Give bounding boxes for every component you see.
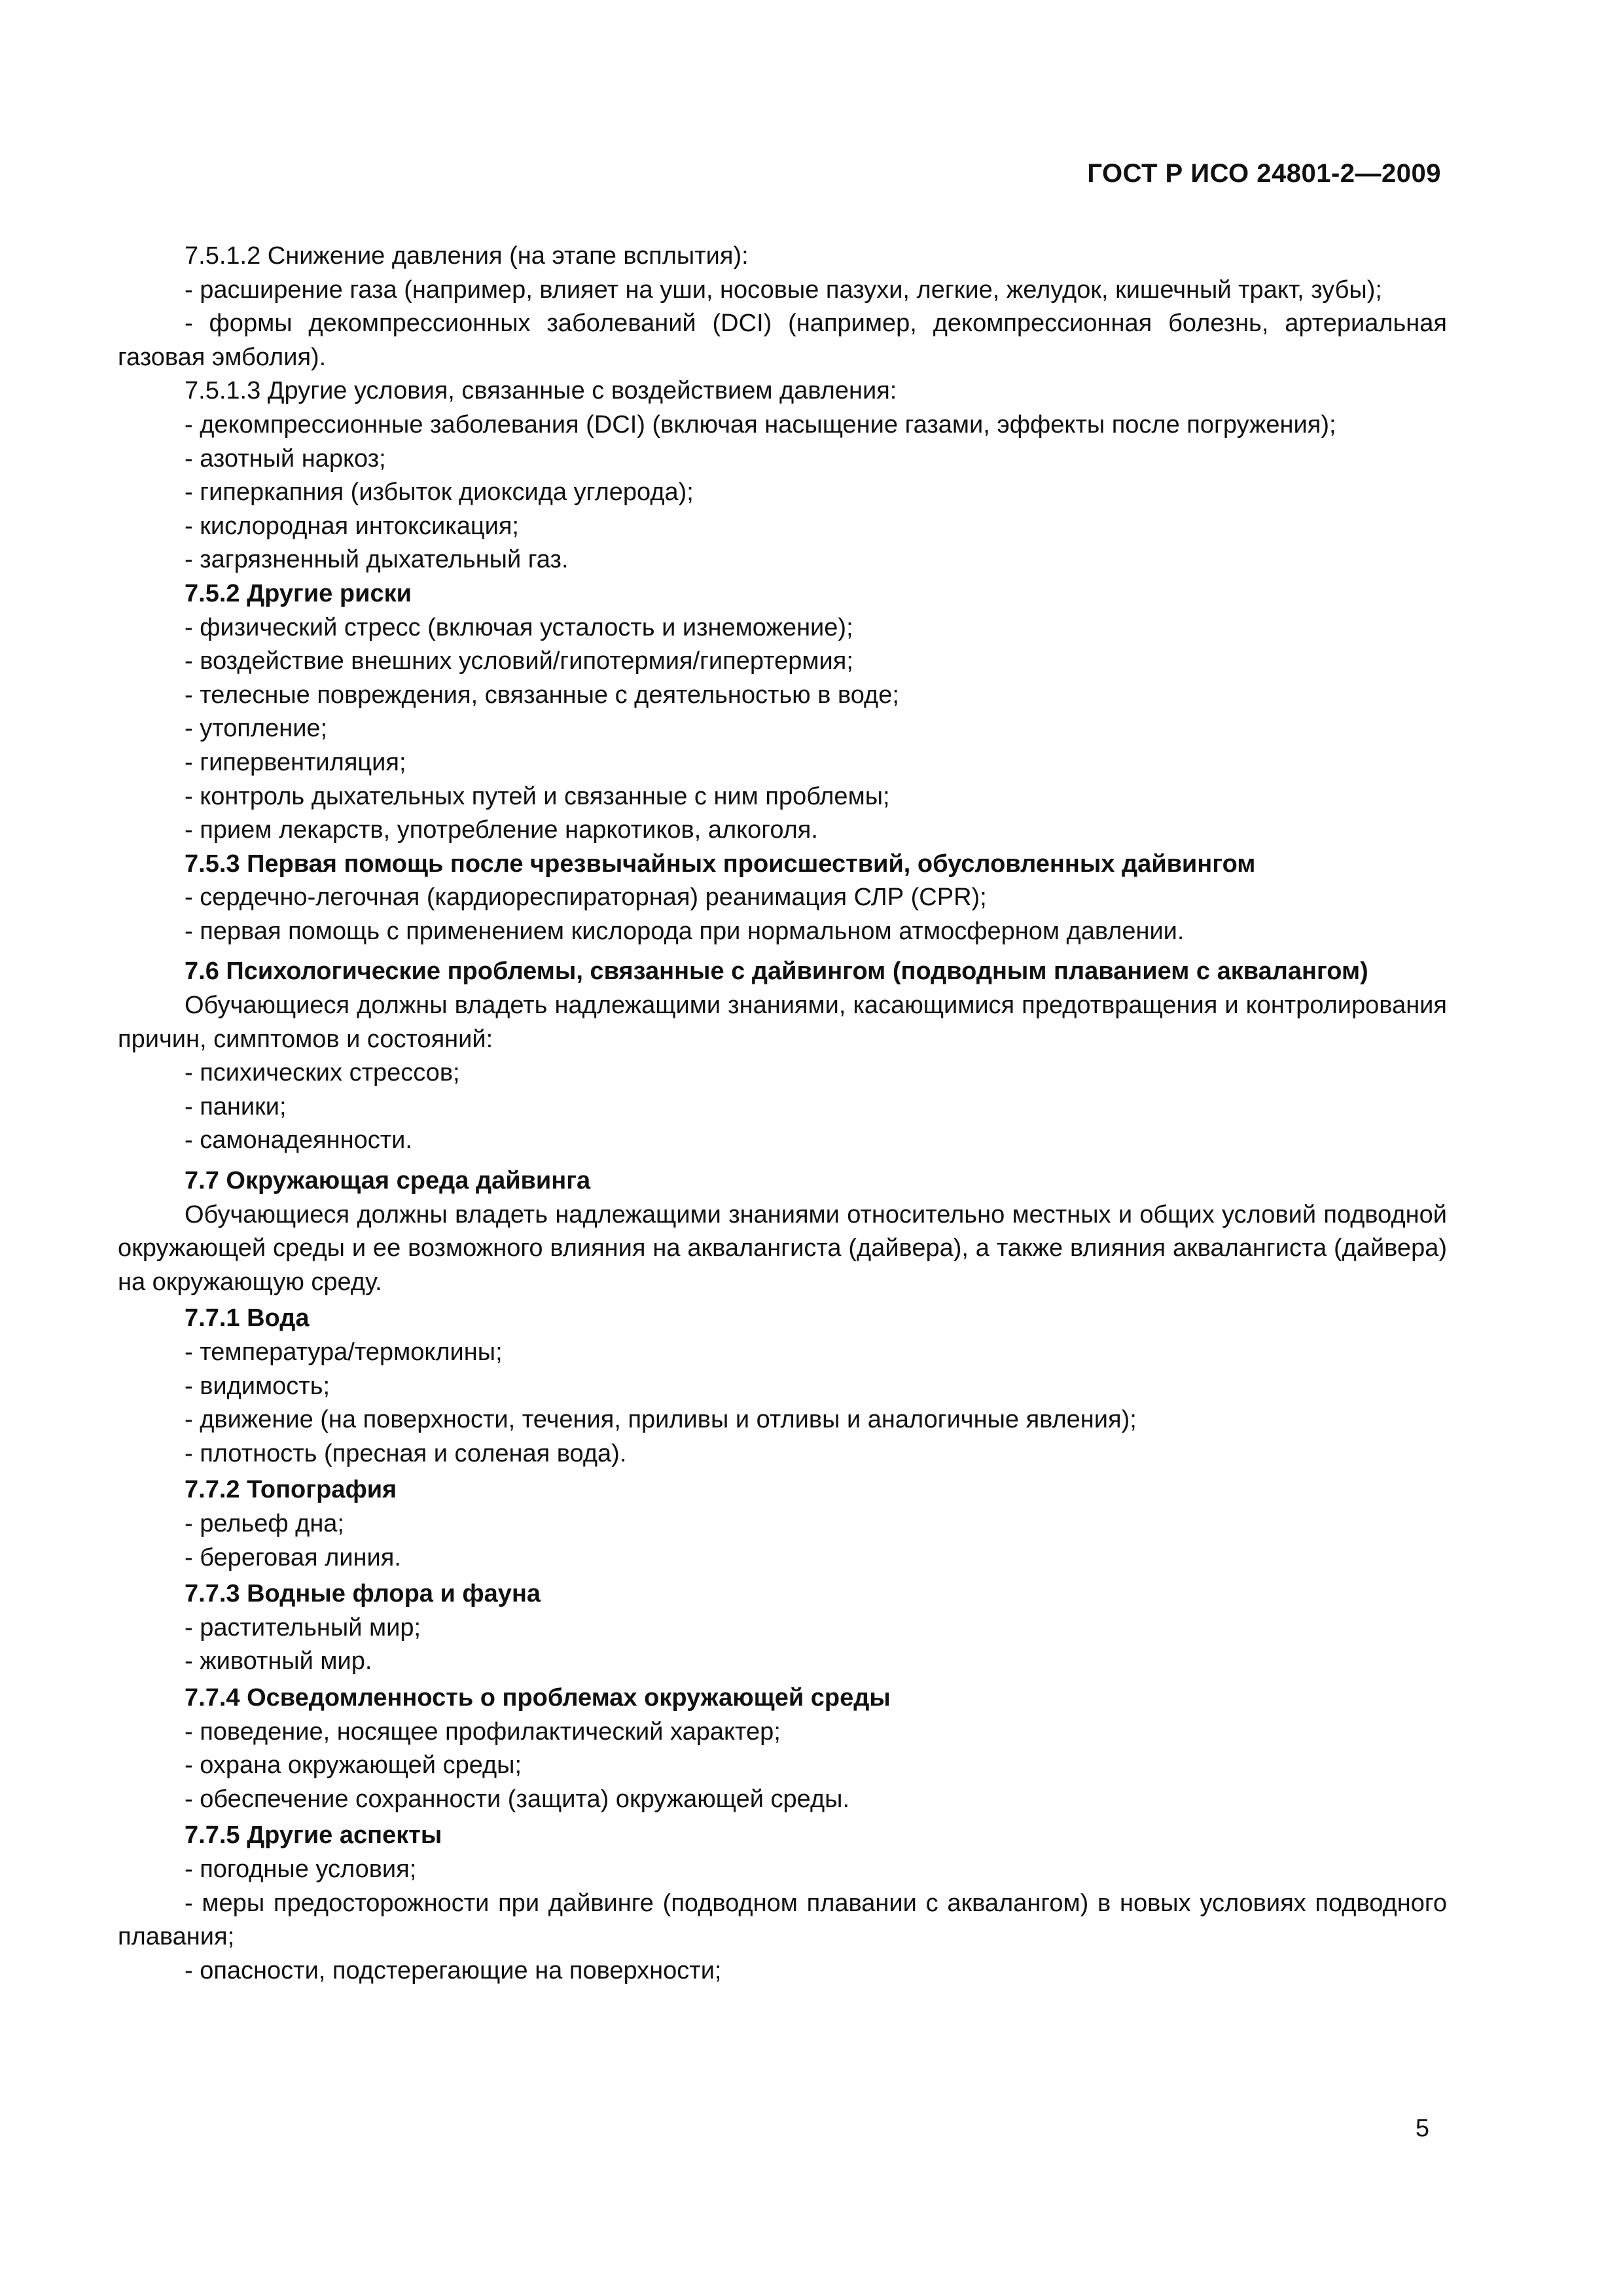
section-heading: 7.7.2 Топография (185, 1476, 397, 1504)
list-item: - физический стресс (включая усталость и изнеможение); (185, 613, 853, 641)
list-item: - расширение газа (например, влияет на уши, носовые пазухи, легкие, желудок, кишечный тракт, зубы); (185, 276, 1382, 304)
list-item: - поведение, носящее профилактический характер; (185, 1717, 781, 1746)
list-item: - кислородная интоксикация; (185, 512, 519, 540)
list-item: - растительный мир; (185, 1613, 421, 1641)
list-item: - береговая линия. (185, 1543, 401, 1571)
list-item: - движение (на поверхности, течения, приливы и отливы и аналогичные явления); (185, 1406, 1137, 1434)
list-item: - гипервентиляция; (185, 748, 406, 776)
list-item: - охрана окружающей среды; (185, 1751, 522, 1780)
list-item: - животный мир. (185, 1647, 372, 1676)
section-heading: 7.7.3 Водные флора и фауна (185, 1580, 541, 1608)
list-item: - плотность (пресная и соленая вода). (185, 1439, 627, 1467)
list-item: - гиперкапния (избыток диоксида углерода); (185, 478, 694, 507)
section-heading: 7.7.4 Осведомленность о проблемах окружающей среды (185, 1683, 891, 1712)
list-item: - видимость; (185, 1372, 330, 1400)
clause-paragraph: 7.5.1.3 Другие условия, связанные с воздействием давления: (185, 377, 897, 405)
list-item: - контроль дыхательных путей и связанные с ним проблемы; (185, 782, 890, 810)
list-item: - температура/термоклины; (185, 1338, 503, 1366)
section-heading: 7.7 Окружающая среда дайвинга (185, 1167, 591, 1195)
section-heading: 7.7.5 Другие аспекты (185, 1821, 442, 1850)
list-item: - воздействие внешних условий/гипотермия/гипертермия; (185, 647, 853, 675)
list-item: - самонадеянности. (185, 1126, 412, 1155)
page-number: 5 (1415, 2115, 1429, 2142)
list-item: - погодные условия; (185, 1855, 417, 1883)
list-item: - формы декомпрессионных заболеваний (DCI) (например, декомпрессионная болезнь, артериальная газовая эмболия). (118, 310, 1447, 371)
list-item: - сердечно-легочная (кардиореспираторная) реанимация СЛР (CPR); (185, 884, 987, 912)
list-item: - загрязненный дыхательный газ. (185, 546, 569, 574)
body-paragraph: Обучающиеся должны владеть надлежащими знаниями, касающимися предотвращения и контролирования причин, симптомов и состояний: (118, 992, 1447, 1053)
list-item: - первая помощь с применением кислорода при нормальном атмосферном давлении. (185, 917, 1185, 945)
document-body (118, 240, 1447, 1988)
section-heading: 7.5.3 Первая помощь после чрезвычайных происшествий, обусловленных дайвингом (185, 850, 1256, 878)
list-item: - декомпрессионные заболевания (DCI) (включая насыщение газами, эффекты после погружения); (185, 410, 1336, 439)
document-id-header: ГОСТ Р ИСО 24801-2—2009 (1087, 159, 1441, 188)
list-item: - меры предосторожности при дайвинге (подводном плавании с аквалангом) в новых условиях подводного плавания; (118, 1889, 1447, 1951)
list-item: - прием лекарств, употребление наркотиков, алкоголя. (185, 816, 818, 844)
list-item: - психических стрессов; (185, 1059, 460, 1087)
list-item: - телесные повреждения, связанные с деятельностью в воде; (185, 681, 899, 709)
list-item: - утопление; (185, 715, 328, 743)
list-item: - азотный наркоз; (185, 444, 386, 473)
list-item: - обеспечение сохранности (защита) окружающей среды. (185, 1785, 849, 1813)
section-heading: 7.5.2 Другие риски (185, 579, 412, 607)
section-heading: 7.6 Психологические проблемы, связанные с дайвингом (подводным плаванием с аквалангом) (185, 958, 1368, 986)
body-paragraph: Обучающиеся должны владеть надлежащими знаниями относительно местных и общих условий подводной окружающей среды и ее возможного влияния на аквалангиста (дайвера), а также влияния аквалангиста (дайвера) на окружающую среду. (118, 1200, 1447, 1296)
list-item: - паники; (185, 1092, 287, 1121)
clause-paragraph: 7.5.1.2 Снижение давления (на этапе всплытия): (185, 242, 749, 270)
list-item: - рельеф дна; (185, 1509, 344, 1537)
section-heading: 7.7.1 Вода (185, 1304, 310, 1333)
list-item: - опасности, подстерегающие на поверхности; (185, 1956, 722, 1984)
